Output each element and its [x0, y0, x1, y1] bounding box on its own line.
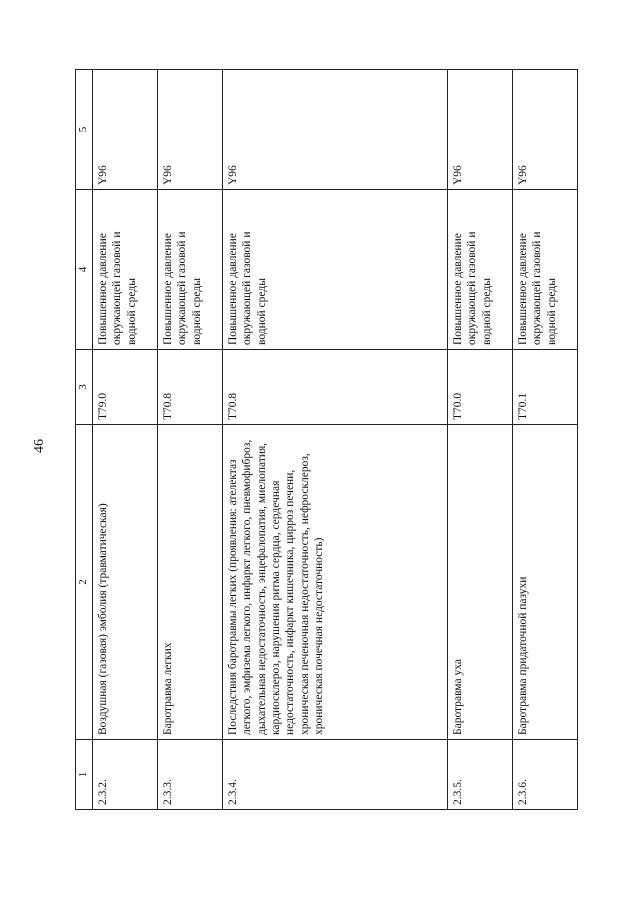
header-cell-4: 4 [76, 190, 93, 350]
table-row [222, 70, 447, 810]
icd-code-cell: T70.0 [447, 350, 512, 425]
occupational-disease-table [75, 69, 578, 810]
table-row [512, 70, 577, 810]
header-cell-3: 3 [76, 350, 93, 425]
row-number-cell: 2.3.6. [512, 740, 577, 810]
icd-code-cell: T70.8 [222, 350, 447, 425]
disease-name-cell: Последствия баротравмы легких (проявления: ателектаз легкого, эмфизема легкого, инфаркт легкого, пневмофиброз, дыхательная недостаточность, энцефалопатия, миелопатия, кардиосклероз, нарушения ритма сердца, сердечная недостаточность, инфаркт кишечника, цирроз печени, хроническая печеночная недостаточность, нефросклероз, хроническая почечная недостаточность) [222, 425, 447, 740]
row-number-cell: 2.3.4. [222, 740, 447, 810]
row-number-cell: 2.3.2. [92, 740, 157, 810]
external-cause-code-cell: Y96 [447, 70, 512, 190]
hazard-factor-cell: Повышенное давление окружающей газовой и водной среды [222, 190, 447, 350]
table-row [92, 70, 157, 810]
hazard-factor-cell: Повышенное давление окружающей газовой и водной среды [157, 190, 222, 350]
header-row [76, 70, 93, 810]
hazard-factor-cell: Повышенное давление окружающей газовой и водной среды [92, 190, 157, 350]
disease-name-cell: Воздушная (газовая) эмболия (травматическая) [92, 425, 157, 740]
row-number-cell: 2.3.5. [447, 740, 512, 810]
hazard-factor-cell: Повышенное давление окружающей газовой и водной среды [447, 190, 512, 350]
external-cause-code-cell: Y96 [92, 70, 157, 190]
table-container [75, 70, 635, 810]
page-number: 46 [32, 439, 47, 453]
table-row [157, 70, 222, 810]
header-cell-1: 1 [76, 740, 93, 810]
disease-name-cell: Баротравма легких [157, 425, 222, 740]
row-number-cell: 2.3.3. [157, 740, 222, 810]
table-row [447, 70, 512, 810]
icd-code-cell: T70.8 [157, 350, 222, 425]
external-cause-code-cell: Y96 [157, 70, 222, 190]
header-cell-5: 5 [76, 70, 93, 190]
icd-code-cell: T70.1 [512, 350, 577, 425]
hazard-factor-cell: Повышенное давление окружающей газовой и водной среды [512, 190, 577, 350]
disease-name-cell: Баротравма придаточной пазухи [512, 425, 577, 740]
disease-name-cell: Баротравма уха [447, 425, 512, 740]
external-cause-code-cell: Y96 [222, 70, 447, 190]
icd-code-cell: T79.0 [92, 350, 157, 425]
header-cell-2: 2 [76, 425, 93, 740]
external-cause-code-cell: Y96 [512, 70, 577, 190]
